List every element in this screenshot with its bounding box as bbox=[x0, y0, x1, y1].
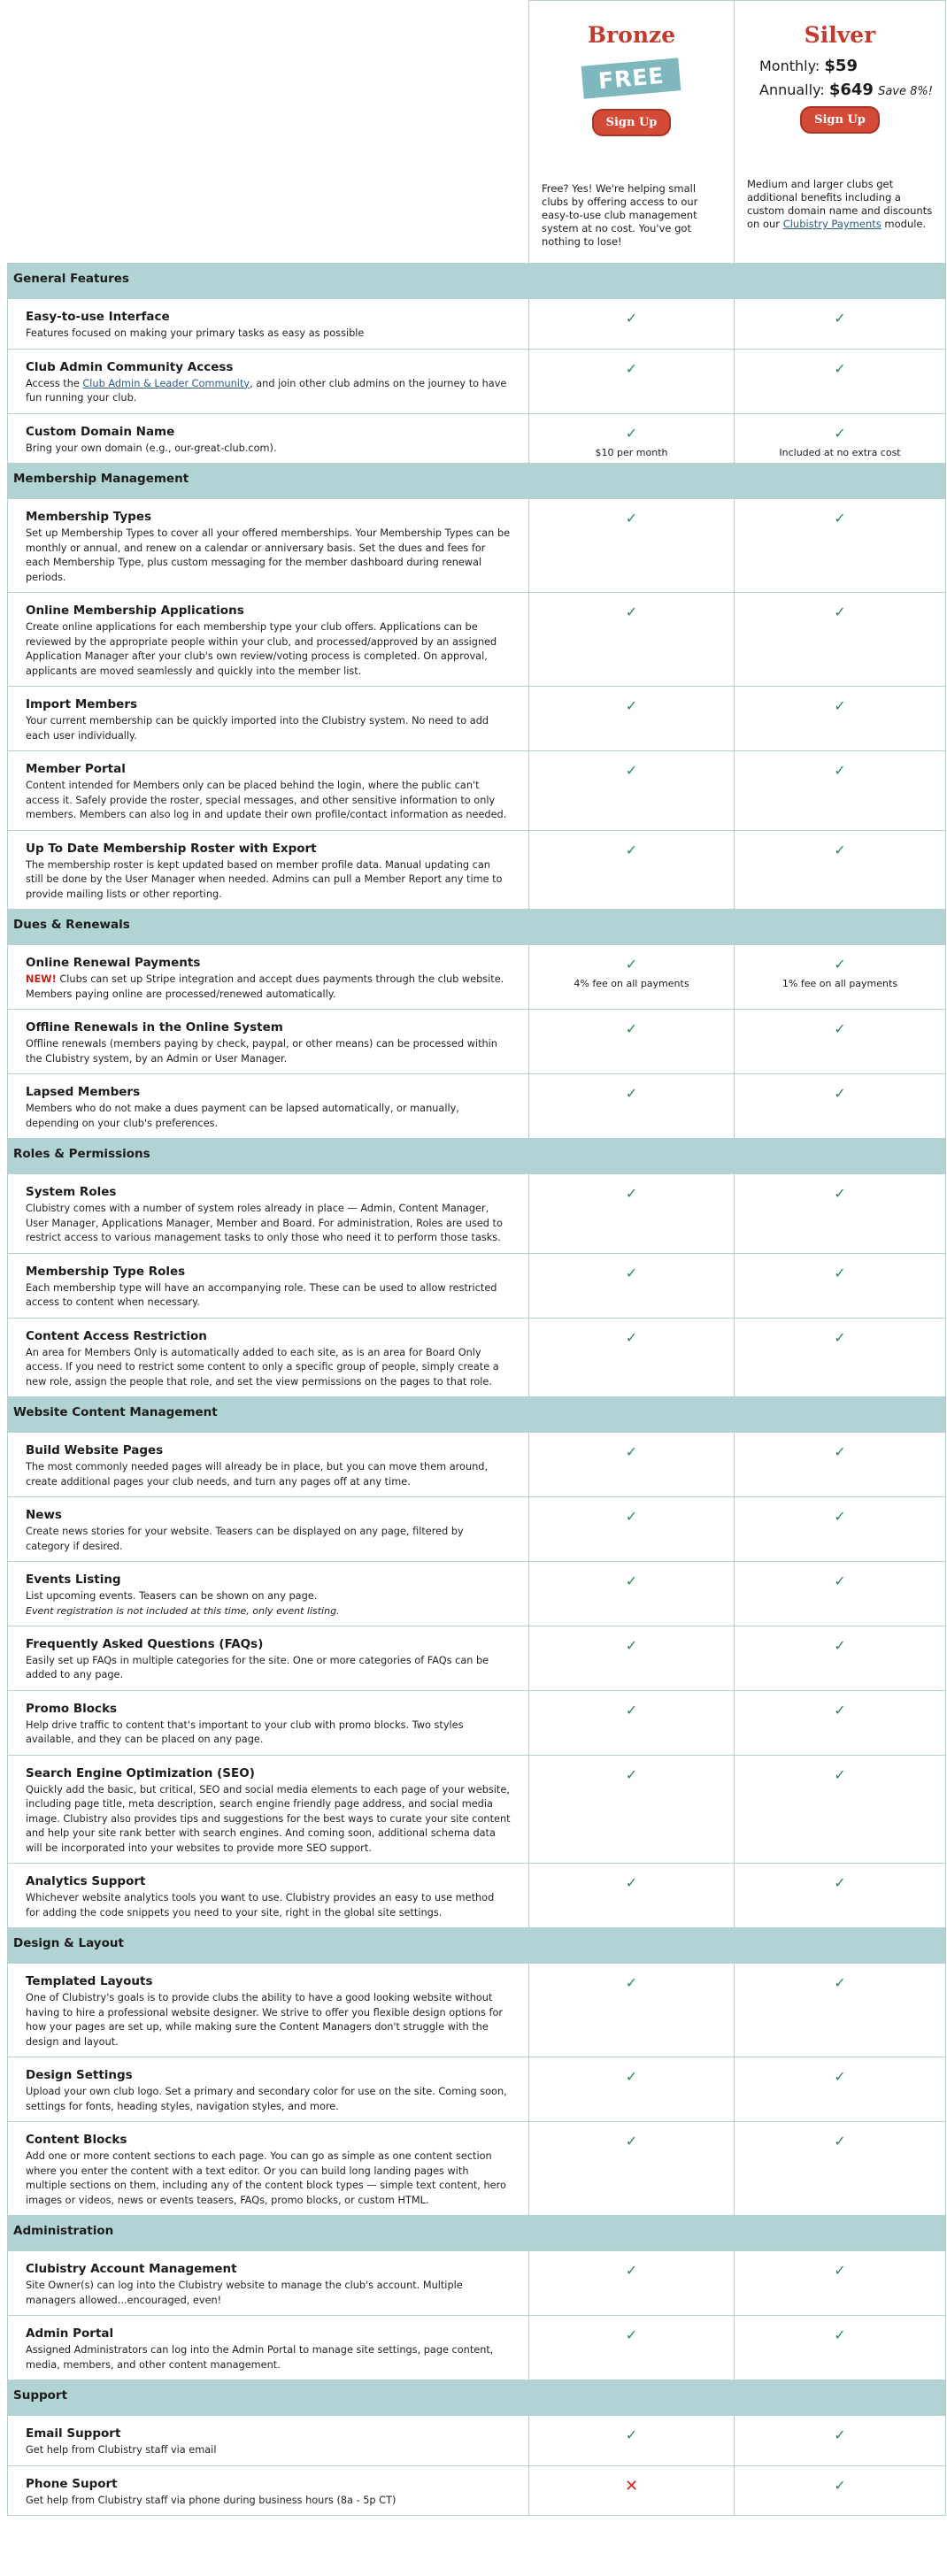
feature-description bbox=[26, 1102, 511, 1131]
silver-availability bbox=[735, 1626, 946, 1690]
silver-availability bbox=[735, 1010, 946, 1074]
bronze-availability bbox=[529, 1755, 735, 1864]
feature-desc-text: Access the bbox=[26, 377, 83, 389]
silver-availability bbox=[735, 2251, 946, 2316]
bronze-availability bbox=[529, 2316, 735, 2380]
silver-desc-text: Medium and larger clubs get additional benefits including a custom domain name and discounts on our bbox=[747, 178, 933, 230]
feature-row-news bbox=[8, 1497, 946, 1562]
feature-title: Design Settings bbox=[26, 2068, 133, 2082]
community-link[interactable]: Club Admin & Leader Community bbox=[82, 377, 250, 389]
feature-cell bbox=[8, 2416, 529, 2466]
feature-title: Search Engine Optimization (SEO) bbox=[26, 1765, 255, 1780]
check-icon: ✓ bbox=[625, 1974, 638, 1991]
silver-availability bbox=[735, 1433, 946, 1497]
check-icon: ✓ bbox=[834, 762, 846, 779]
feature-desc-text: Assigned Administrators can log into the Admin Portal to manage site settings, page content, media, members, and other content management. bbox=[26, 2344, 494, 2371]
bronze-availability bbox=[529, 1318, 735, 1397]
check-icon: ✓ bbox=[834, 2262, 846, 2279]
feature-row-frequently-asked-questions-faqs bbox=[8, 1626, 946, 1690]
check-icon: ✓ bbox=[834, 1508, 846, 1525]
section-dues-renewals bbox=[8, 910, 946, 945]
check-icon: ✓ bbox=[834, 1573, 846, 1589]
feature-title: Easy-to-use Interface bbox=[26, 310, 170, 324]
check-icon: ✓ bbox=[834, 359, 846, 377]
feature-desc-text: Clubistry comes with a number of system roles already in place — Admin, Content Manager, User Manager, Applications Manager, Member and Board. For administration, Roles are used to restrict access to various management tasks to only those who need it to perform those tasks. bbox=[26, 1203, 503, 1243]
feature-description bbox=[26, 527, 511, 585]
feature-title: System Roles bbox=[26, 1185, 117, 1199]
feature-row-templated-layouts bbox=[8, 1964, 946, 2057]
check-icon: ✓ bbox=[625, 310, 638, 327]
feature-title: Import Members bbox=[26, 697, 138, 711]
bronze-availability bbox=[529, 1253, 735, 1318]
feature-row-member-portal bbox=[8, 751, 946, 831]
feature-description bbox=[26, 1654, 511, 1683]
silver-availability bbox=[735, 1562, 946, 1626]
bronze-availability bbox=[529, 2465, 735, 2516]
bronze-availability bbox=[529, 1497, 735, 1562]
feature-desc-text: Features focused on making your primary tasks as easy as possible bbox=[26, 327, 365, 339]
feature-desc-text: Help drive traffic to content that's important to your club with promo blocks. Two styles available, and they can be placed on any page. bbox=[26, 1719, 464, 1745]
feature-cell bbox=[8, 1964, 529, 2057]
feature-cell bbox=[8, 499, 529, 593]
annual-price bbox=[759, 81, 933, 99]
feature-cell bbox=[8, 1010, 529, 1074]
feature-title: Membership Types bbox=[26, 510, 152, 524]
feature-description bbox=[26, 1991, 511, 2049]
section-design-layout bbox=[8, 1928, 946, 1964]
feature-row-phone-suport bbox=[8, 2465, 946, 2516]
check-icon: ✓ bbox=[834, 604, 846, 620]
check-icon: ✓ bbox=[625, 1765, 638, 1783]
feature-cell bbox=[8, 1497, 529, 1562]
feature-desc-text: Clubs can set up Stripe integration and accept dues payments through the club website. Members paying online are processed/renewed automatically. bbox=[26, 973, 504, 1000]
feature-desc-text: Members who do not make a dues payment can be lapsed automatically, or manually, depending on your club's preferences. bbox=[26, 1103, 459, 1129]
feature-desc-text: An area for Members Only is automatically added to each site, as is an area for Board Only access. If you need to restrict some content to only a specific group of people, simply create a new role, assign the people that role, and set the view permissions on the pages to that role. bbox=[26, 1346, 499, 1388]
silver-availability bbox=[735, 945, 946, 1010]
feature-cell bbox=[8, 413, 529, 464]
check-icon: ✓ bbox=[625, 1508, 638, 1525]
bronze-availability bbox=[529, 751, 735, 831]
feature-desc-text: Offline renewals (members paying by check, paypal, or other means) can be processed within the Clubistry system, by an Admin or User Manager. bbox=[26, 1038, 497, 1065]
feature-description bbox=[26, 2149, 511, 2208]
check-icon: ✓ bbox=[834, 1020, 846, 1037]
feature-title: Offline Renewals in the Online System bbox=[26, 1020, 283, 1034]
feature-row-custom-domain-name bbox=[8, 413, 946, 464]
silver-availability bbox=[735, 751, 946, 831]
silver-availability bbox=[735, 1864, 946, 1928]
check-icon: ✓ bbox=[834, 1636, 846, 1654]
silver-availability bbox=[735, 1964, 946, 2057]
silver-availability bbox=[735, 1497, 946, 1562]
feature-title: Templated Layouts bbox=[26, 1974, 153, 1988]
silver-availability bbox=[735, 1174, 946, 1254]
feature-description bbox=[26, 1719, 511, 1748]
check-icon: ✓ bbox=[625, 1085, 638, 1102]
check-icon: ✓ bbox=[834, 310, 846, 327]
feature-description bbox=[26, 973, 511, 1002]
silver-availability bbox=[735, 687, 946, 751]
silver-price-note: Included at no extra cost bbox=[779, 446, 901, 458]
check-icon: ✓ bbox=[834, 2068, 846, 2085]
feature-desc-text: One of Clubistry's goals is to provide clubs the ability to have a good looking website without having to hire a professional website designer. We strive to offer you flexible design options for how your pages are set up, while making sure the Content Managers don't struggle with the design and layout. bbox=[26, 1992, 503, 2048]
silver-availability bbox=[735, 2057, 946, 2122]
feature-desc-text: Each membership type will have an accompanying role. These can be used to allow restricted access to content when necessary. bbox=[26, 1281, 497, 1308]
feature-desc-text: The membership roster is kept updated based on member profile data. Manual updating can still be done by the User Manager when needed. Admins can pull a Member Report any time to provide mailing lists or other reporting. bbox=[26, 858, 503, 900]
feature-cell bbox=[8, 1755, 529, 1864]
feature-cell bbox=[8, 945, 529, 1010]
silver-availability bbox=[735, 1074, 946, 1139]
bronze-availability bbox=[529, 1562, 735, 1626]
bronze-price-note: 4% fee on all payments bbox=[574, 978, 689, 989]
feature-title: Online Renewal Payments bbox=[26, 956, 201, 970]
feature-cell bbox=[8, 2251, 529, 2316]
check-icon: ✓ bbox=[834, 510, 846, 527]
feature-desc-text: Get help from Clubistry staff via phone during business hours (8a - 5p CT) bbox=[26, 2494, 397, 2506]
free-badge: FREE bbox=[581, 58, 681, 98]
bronze-price-note: $10 per month bbox=[595, 446, 668, 458]
silver-availability bbox=[735, 2465, 946, 2516]
silver-availability bbox=[735, 2316, 946, 2380]
feature-desc-text: Content intended for Members only can be placed behind the login, where the public can't access it. Safely provide the roster, special messages, and other sensitive information to only members. Members can also log in and update their own profile/contact information as needed. bbox=[26, 780, 507, 820]
feature-cell bbox=[8, 1174, 529, 1254]
bronze-availability bbox=[529, 499, 735, 593]
bronze-availability bbox=[529, 687, 735, 751]
plan-bronze bbox=[529, 1, 735, 264]
bronze-availability bbox=[529, 2416, 735, 2466]
check-icon: ✓ bbox=[834, 2133, 846, 2149]
silver-availability bbox=[735, 1253, 946, 1318]
feature-desc-text: Add one or more content sections to each page. You can go as simple as one content section where you enter the content with a text editor. Or you can build long landing pages with multiple sections on them, including any of the content block types — simple text content, hero images or videos, news or events teasers, FAQs, promo blocks, or custom HTML. bbox=[26, 2150, 506, 2206]
feature-row-events-listing bbox=[8, 1562, 946, 1626]
feature-title: Analytics Support bbox=[26, 1874, 146, 1888]
feature-description bbox=[26, 1525, 511, 1554]
feature-cell bbox=[8, 1433, 529, 1497]
check-icon: ✓ bbox=[625, 510, 638, 527]
feature-title: Email Support bbox=[26, 2426, 121, 2441]
feature-cell bbox=[8, 1074, 529, 1139]
check-icon: ✓ bbox=[834, 956, 846, 973]
feature-description bbox=[26, 1281, 511, 1311]
check-icon: ✓ bbox=[625, 424, 638, 442]
feature-row-offline-renewals-in-the-online-system bbox=[8, 1010, 946, 1074]
feature-title: Promo Blocks bbox=[26, 1701, 118, 1716]
feature-row-lapsed-members bbox=[8, 1074, 946, 1139]
feature-description bbox=[26, 2085, 511, 2114]
bronze-availability bbox=[529, 2122, 735, 2216]
bronze-description: Free? Yes! We're helping small clubs by offering access to our easy-to-use club management system at no cost. You've got nothing to lose! bbox=[542, 182, 698, 248]
plan-name-silver: Silver bbox=[804, 22, 876, 48]
check-icon: ✓ bbox=[834, 1874, 846, 1891]
check-icon: ✓ bbox=[625, 1701, 638, 1719]
feature-cell bbox=[8, 1562, 529, 1626]
feature-cell bbox=[8, 1690, 529, 1755]
check-icon: ✓ bbox=[834, 2326, 846, 2343]
silver-availability bbox=[735, 2122, 946, 2216]
silver-availability bbox=[735, 1318, 946, 1397]
silver-availability bbox=[735, 299, 946, 350]
bronze-availability bbox=[529, 2057, 735, 2122]
bronze-availability bbox=[529, 1690, 735, 1755]
check-icon: ✓ bbox=[625, 2426, 638, 2443]
feature-title: Content Access Restriction bbox=[26, 1328, 207, 1343]
feature-description bbox=[26, 1891, 511, 1920]
check-icon: ✓ bbox=[625, 1328, 638, 1346]
check-icon: ✓ bbox=[834, 2426, 846, 2443]
feature-description bbox=[26, 377, 511, 406]
feature-description bbox=[26, 1589, 511, 1604]
silver-availability bbox=[735, 1755, 946, 1864]
feature-title: Custom Domain Name bbox=[26, 424, 175, 439]
silver-availability bbox=[735, 349, 946, 413]
bronze-availability bbox=[529, 1174, 735, 1254]
feature-description bbox=[26, 327, 511, 342]
feature-title: Events Listing bbox=[26, 1573, 121, 1587]
feature-description bbox=[26, 1783, 511, 1857]
feature-cell bbox=[8, 1253, 529, 1318]
feature-row-promo-blocks bbox=[8, 1690, 946, 1755]
feature-title: Clubistry Account Management bbox=[26, 2262, 237, 2276]
check-icon: ✓ bbox=[834, 1328, 846, 1346]
feature-note: Event registration is not included at this time, only event listing. bbox=[26, 1604, 340, 1617]
check-icon: ✓ bbox=[625, 841, 638, 858]
bronze-availability bbox=[529, 1864, 735, 1928]
feature-cell bbox=[8, 1626, 529, 1690]
check-icon: ✓ bbox=[625, 956, 638, 973]
feature-desc-text: Quickly add the basic, but critical, SEO and social media elements to each page of your website, including page title, meta description, search engine friendly page address, and social media image. Clubistry also provides tips and suggestions for the best ways to curate your site content and help your site rank better with search engines. And coming soon, additional schema data will be incorporated into your websites to provide more SEO support. bbox=[26, 1783, 511, 1854]
feature-description bbox=[26, 2494, 511, 2509]
feature-cell bbox=[8, 2122, 529, 2216]
section-title: Administration bbox=[8, 2216, 946, 2251]
feature-row-system-roles bbox=[8, 1174, 946, 1254]
cross-icon: ✕ bbox=[624, 2476, 639, 2495]
feature-title: Build Website Pages bbox=[26, 1443, 164, 1457]
section-roles-permissions bbox=[8, 1139, 946, 1174]
section-title: Website Content Management bbox=[8, 1397, 946, 1433]
annual-savings: Save 8%! bbox=[878, 85, 933, 98]
feature-description bbox=[26, 2443, 511, 2458]
feature-desc-text: Set up Membership Types to cover all your offered memberships. Your Membership Types can be monthly or annual, and renew on a calendar or anniversary basis. Set the dues and fees for each Membership Type, plus custom messaging for the member dashboard during renewal periods. bbox=[26, 527, 511, 583]
feature-desc-text: Your current membership can be quickly imported into the Clubistry system. No need to add each user individually. bbox=[26, 715, 489, 742]
feature-desc-text: , and join other club admins on the journey to have fun running your club. bbox=[26, 377, 507, 404]
bronze-availability bbox=[529, 1074, 735, 1139]
header-spacer bbox=[8, 1, 529, 264]
section-title: Dues & Renewals bbox=[8, 910, 946, 945]
silver-price-note: 1% fee on all payments bbox=[781, 978, 898, 989]
clubistry-payments-link[interactable]: Clubistry Payments bbox=[782, 218, 882, 230]
feature-description bbox=[26, 2279, 511, 2308]
check-icon: ✓ bbox=[834, 424, 846, 442]
check-icon: ✓ bbox=[625, 1573, 638, 1589]
feature-row-content-blocks bbox=[8, 2122, 946, 2216]
bronze-availability bbox=[529, 945, 735, 1010]
feature-row-online-renewal-payments bbox=[8, 945, 946, 1010]
silver-availability bbox=[735, 2416, 946, 2466]
feature-desc-text: Bring your own domain (e.g., our-great-club.com). bbox=[26, 442, 277, 454]
check-icon: ✓ bbox=[625, 604, 638, 620]
check-icon: ✓ bbox=[834, 697, 846, 714]
check-icon: ✓ bbox=[625, 1636, 638, 1654]
feature-row-build-website-pages bbox=[8, 1433, 946, 1497]
feature-description bbox=[26, 858, 511, 903]
feature-desc-text: List upcoming events. Teasers can be shown on any page. bbox=[26, 1590, 318, 1602]
feature-cell bbox=[8, 1318, 529, 1397]
check-icon: ✓ bbox=[834, 1701, 846, 1719]
section-title: Design & Layout bbox=[8, 1928, 946, 1964]
section-membership-management bbox=[8, 464, 946, 499]
feature-title: Online Membership Applications bbox=[26, 604, 244, 618]
feature-cell bbox=[8, 687, 529, 751]
feature-description bbox=[26, 442, 511, 457]
bronze-availability bbox=[529, 349, 735, 413]
monthly-amount: $59 bbox=[824, 57, 858, 75]
feature-desc-text: Create online applications for each membership type your club offers. Applications can be reviewed by the appropriate people within your club, and processed/approved by an assigned Application Manager after your club's own review/voting process is completed. On approval, applicants are moved seamlessly and quickly into the member list. bbox=[26, 621, 497, 677]
feature-cell bbox=[8, 751, 529, 831]
feature-description bbox=[26, 620, 511, 679]
silver-availability bbox=[735, 593, 946, 687]
check-icon: ✓ bbox=[834, 841, 846, 858]
feature-description bbox=[26, 1037, 511, 1066]
annual-label: Annually: bbox=[759, 81, 825, 98]
feature-description bbox=[26, 1346, 511, 1390]
bronze-availability bbox=[529, 1626, 735, 1690]
feature-row-up-to-date-membership-roster-with-export bbox=[8, 830, 946, 910]
bronze-availability bbox=[529, 413, 735, 464]
feature-cell bbox=[8, 2057, 529, 2122]
feature-cell bbox=[8, 593, 529, 687]
feature-title: Phone Suport bbox=[26, 2476, 118, 2491]
feature-description bbox=[26, 1202, 511, 1246]
pricing-table bbox=[7, 0, 946, 2516]
feature-row-content-access-restriction bbox=[8, 1318, 946, 1397]
feature-row-membership-type-roles bbox=[8, 1253, 946, 1318]
feature-desc-text: Get help from Clubistry staff via email bbox=[26, 2444, 217, 2456]
feature-row-admin-portal bbox=[8, 2316, 946, 2380]
check-icon: ✓ bbox=[625, 2133, 638, 2149]
feature-row-import-members bbox=[8, 687, 946, 751]
check-icon: ✓ bbox=[625, 762, 638, 779]
annual-amount: $649 bbox=[828, 81, 874, 99]
silver-availability bbox=[735, 830, 946, 910]
check-icon: ✓ bbox=[834, 1264, 846, 1281]
check-icon: ✓ bbox=[625, 1020, 638, 1037]
section-general-features bbox=[8, 264, 946, 299]
silver-availability bbox=[735, 413, 946, 464]
feature-description bbox=[26, 779, 511, 823]
feature-title: Lapsed Members bbox=[26, 1085, 141, 1099]
feature-cell bbox=[8, 2316, 529, 2380]
check-icon: ✓ bbox=[625, 1443, 638, 1460]
feature-cell bbox=[8, 2465, 529, 2516]
feature-row-analytics-support bbox=[8, 1864, 946, 1928]
feature-row-design-settings bbox=[8, 2057, 946, 2122]
feature-row-membership-types bbox=[8, 499, 946, 593]
feature-desc-text: Create news stories for your website. Teasers can be displayed on any page, filtered by category if desired. bbox=[26, 1526, 464, 1552]
bronze-availability bbox=[529, 1964, 735, 2057]
check-icon: ✓ bbox=[625, 359, 638, 377]
silver-availability bbox=[735, 1690, 946, 1755]
check-icon: ✓ bbox=[625, 1264, 638, 1281]
feature-desc-text: The most commonly needed pages will already be in place, but you can move them around, create additional pages your club needs, and turn any pages off at any time. bbox=[26, 1461, 489, 1488]
check-icon: ✓ bbox=[625, 697, 638, 714]
feature-row-search-engine-optimization-seo bbox=[8, 1755, 946, 1864]
bronze-signup-button[interactable]: Sign Up bbox=[592, 109, 672, 136]
feature-title: Up To Date Membership Roster with Export bbox=[26, 841, 317, 856]
section-website-content-management bbox=[8, 1397, 946, 1433]
monthly-price bbox=[759, 57, 933, 75]
check-icon: ✓ bbox=[834, 1185, 846, 1202]
feature-title: Club Admin Community Access bbox=[26, 359, 234, 374]
feature-title: Membership Type Roles bbox=[26, 1264, 186, 1279]
feature-desc-text: Upload your own club logo. Set a primary and secondary color for use on the site. Coming soon, settings for fonts, heading styles, navigation styles, and more. bbox=[26, 2086, 507, 2112]
feature-title: Member Portal bbox=[26, 762, 126, 776]
feature-cell bbox=[8, 830, 529, 910]
feature-title: Frequently Asked Questions (FAQs) bbox=[26, 1636, 264, 1651]
bronze-availability bbox=[529, 1433, 735, 1497]
bronze-availability bbox=[529, 2251, 735, 2316]
bronze-availability bbox=[529, 299, 735, 350]
check-icon: ✓ bbox=[834, 1085, 846, 1102]
section-support bbox=[8, 2380, 946, 2416]
section-title: General Features bbox=[8, 264, 946, 299]
feature-row-email-support bbox=[8, 2416, 946, 2466]
feature-row-clubistry-account-management bbox=[8, 2251, 946, 2316]
plan-silver bbox=[735, 1, 946, 264]
check-icon: ✓ bbox=[834, 2476, 846, 2494]
silver-availability bbox=[735, 499, 946, 593]
feature-description bbox=[26, 2343, 511, 2372]
plan-name-bronze: Bronze bbox=[587, 22, 676, 48]
feature-row-club-admin-community-access bbox=[8, 349, 946, 413]
section-title: Support bbox=[8, 2380, 946, 2416]
check-icon: ✓ bbox=[625, 1874, 638, 1891]
silver-signup-button[interactable]: Sign Up bbox=[800, 106, 880, 134]
check-icon: ✓ bbox=[834, 1974, 846, 1991]
section-administration bbox=[8, 2216, 946, 2251]
silver-desc-end: module. bbox=[881, 218, 927, 230]
bronze-availability bbox=[529, 830, 735, 910]
check-icon: ✓ bbox=[625, 1185, 638, 1202]
feature-desc-text: Easily set up FAQs in multiple categories for the site. One or more categories of FAQs can be added to any page. bbox=[26, 1654, 489, 1680]
feature-desc-text: Whichever website analytics tools you want to use. Clubistry provides an easy to use method for adding the code snippets you need to your site, right in the global site settings. bbox=[26, 1892, 495, 1919]
feature-description bbox=[26, 714, 511, 743]
check-icon: ✓ bbox=[625, 2326, 638, 2343]
section-title: Membership Management bbox=[8, 464, 946, 499]
check-icon: ✓ bbox=[834, 1765, 846, 1783]
check-icon: ✓ bbox=[834, 1443, 846, 1460]
feature-description bbox=[26, 1460, 511, 1489]
feature-cell bbox=[8, 1864, 529, 1928]
feature-cell bbox=[8, 299, 529, 350]
bronze-availability bbox=[529, 593, 735, 687]
feature-cell bbox=[8, 349, 529, 413]
feature-desc-text: Site Owner(s) can log into the Clubistry website to manage the club's account. Multiple managers allowed...encouraged, even! bbox=[26, 2280, 463, 2306]
check-icon: ✓ bbox=[625, 2068, 638, 2085]
feature-title: News bbox=[26, 1508, 62, 1522]
bronze-availability bbox=[529, 1010, 735, 1074]
new-badge: NEW! bbox=[26, 973, 57, 985]
feature-title: Content Blocks bbox=[26, 2133, 127, 2147]
section-title: Roles & Permissions bbox=[8, 1139, 946, 1174]
feature-title: Admin Portal bbox=[26, 2326, 114, 2341]
feature-row-easy-to-use-interface bbox=[8, 299, 946, 350]
monthly-label: Monthly: bbox=[759, 58, 820, 74]
silver-description bbox=[747, 178, 933, 231]
feature-row-online-membership-applications bbox=[8, 593, 946, 687]
check-icon: ✓ bbox=[625, 2262, 638, 2279]
